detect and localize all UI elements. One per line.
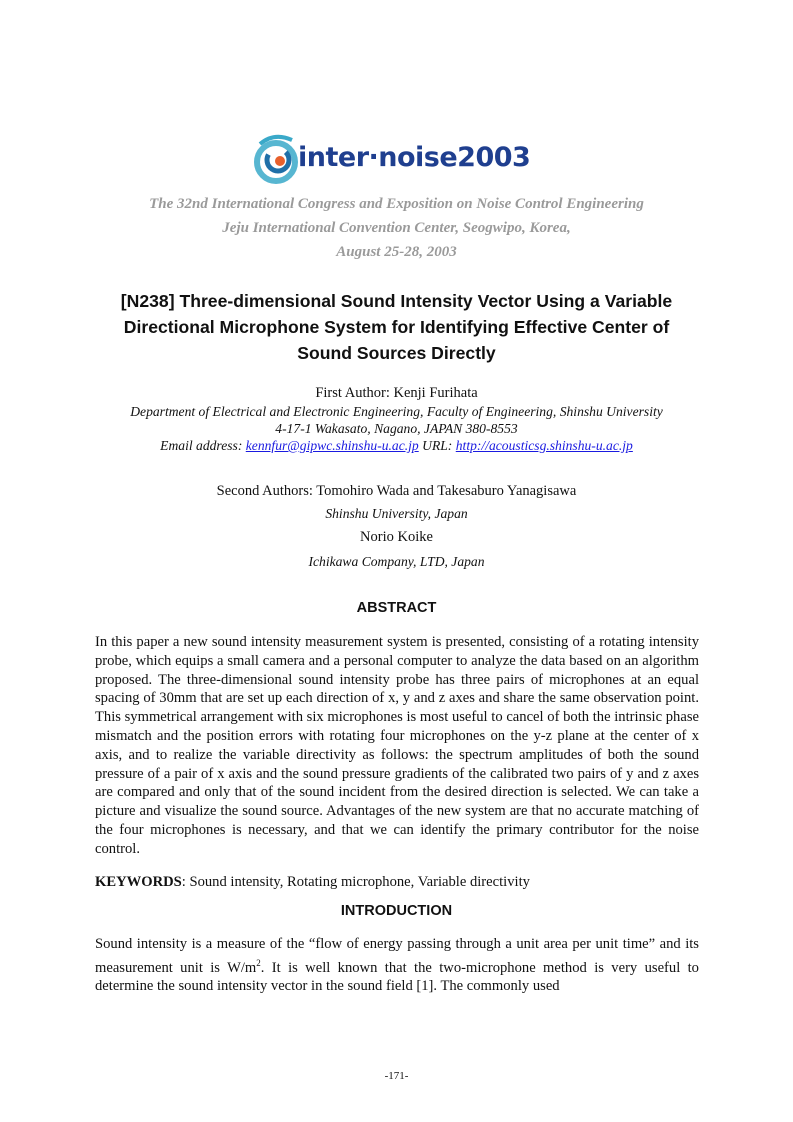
swirl-logo-icon [254,130,302,190]
keywords [95,873,699,892]
first-author-address: 4-17-1 Wakasato, Nagano, JAPAN 380-8553 [275,421,518,436]
third-author-affiliation: Ichikawa Company, LTD, Japan [308,554,485,569]
introduction-text [95,935,699,996]
second-authors: Second Authors: Tomohiro Wada and Takesaburo Yanagisawa [216,483,577,499]
title-line-2: Directional Microphone System for Identifying Effective Center of [123,317,670,337]
abstract-heading: ABSTRACT [356,600,437,616]
title-line-3: Sound Sources Directly [297,343,496,363]
conference-venue: Jeju International Convention Center, Seogwipo, Korea, [222,220,571,236]
url-link[interactable]: http://acousticsg.shinshu-u.ac.jp [455,438,633,453]
conference-dates: August 25-28, 2003 [336,244,457,260]
url-label: URL: [422,438,453,453]
title-line-1: [N238] Three-dimensional Sound Intensity Vector Using a Variable [120,291,673,311]
logo-wordmark: inter·noise2003 [298,142,531,173]
contact-line [0,437,793,455]
intro-superscript: 2 [256,957,261,968]
keywords-text: : Sound intensity, Rotating microphone, Variable directivity [181,874,530,890]
first-author-affiliation: Department of Electrical and Electronic Engineering, Faculty of Engineering, Shinshu University [130,404,663,419]
third-author: Norio Koike [360,529,433,545]
second-authors-affiliation: Shinshu University, Japan [325,506,468,521]
paper-title [90,288,703,366]
intro-text-part-1: Sound intensity is a measure of the “flow of energy passing through a unit area per unit time” and its measurement unit is W/m [95,936,699,976]
abstract-text: In this paper a new sound intensity measurement system is presented, consisting of a rotating intensity probe, which equips a small camera and a personal computer to analyze the data based on an algorithm proposed. The three-dimensional sound intensity probe has three pairs of microphones at an equal spacing of 30mm that are set up each direction of x, y and z axes and share the same observation point. This symmetrical arrangement with six microphones is most useful to cancel of both the intrinsic phase mismatch and the position errors with rotating four microphones on the y-z plane at the center of x axis, and to realize the variable directivity as follows: the spectrum amplitudes of both the sound pressure of a pair of x axis and the sound pressure gradients of the calibrated two pairs of y and z axes are compared and only that of the sound incident from the desired direction is selected. We can take a picture and visualize the sound source. Advantages of the new system are that no accurate matching of the four microphones is necessary, and that we can identify the primary contributor for the noise control. [95,634,699,857]
first-author: First Author: Kenji Furihata [315,385,478,401]
conference-name: The 32nd International Congress and Exposition on Noise Control Engineering [149,196,644,212]
keywords-label: KEYWORDS [95,874,182,890]
intro-text-part-2: . It is well known that the two-microphone method is very useful to determine the sound intensity vector in the sound field [1]. The commonly used [95,959,699,995]
email-link[interactable]: kennfur@gipwc.shinshu-u.ac.jp [245,438,419,453]
page-number: -171- [384,1070,409,1082]
conference-logo [254,130,544,190]
introduction-heading: INTRODUCTION [340,903,453,919]
email-label: Email address: [160,438,243,453]
